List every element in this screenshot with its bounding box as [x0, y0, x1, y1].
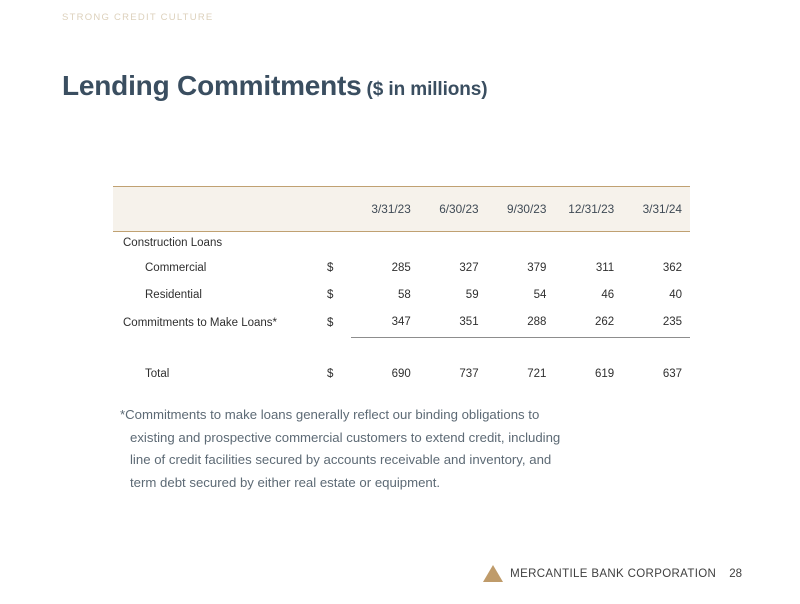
cell-residential-1: 59	[465, 288, 479, 301]
table-head	[113, 187, 690, 232]
section-value-1	[419, 232, 487, 255]
spacer-cell	[419, 338, 487, 347]
cell-total-2: 721	[527, 368, 547, 380]
table-body	[113, 232, 690, 385]
cell-commitments-4: 235	[622, 308, 690, 338]
spacer-cell	[554, 338, 622, 347]
footnote-line-0: *Commitments to make loans generally reflect our binding obligations to	[120, 407, 540, 422]
spacer-cell	[351, 338, 419, 347]
lending-commitments-table	[113, 186, 690, 384]
section-value-0	[351, 232, 419, 255]
row-label-residential: Residential	[145, 288, 202, 301]
spacer-cell	[327, 338, 351, 347]
cell-total-3: 619	[595, 368, 615, 380]
section-value-3	[554, 232, 622, 255]
spacer-cell	[487, 338, 555, 347]
footnote-line-1: existing and prospective commercial customers to extend credit, including	[130, 429, 561, 445]
page-title-units: ($ in millions)	[366, 79, 488, 100]
row-dollar-residential: $	[327, 288, 334, 301]
table-row	[113, 308, 690, 338]
cell-commercial-3: 311	[595, 261, 615, 274]
header-dollar-cell	[327, 187, 351, 232]
row-dollar-commitments: $	[327, 316, 334, 329]
cell-commitments-3: 262	[554, 308, 622, 338]
row-dollar-total: $	[327, 368, 334, 380]
table-row	[113, 254, 690, 281]
cell-commercial-1: 327	[459, 261, 479, 274]
section-dollar	[327, 232, 351, 255]
cell-residential-3: 46	[601, 288, 615, 301]
table-row	[113, 281, 690, 308]
cell-commercial-0: 285	[391, 261, 411, 274]
slide-footer	[483, 565, 742, 582]
column-header-2: 9/30/23	[487, 187, 555, 232]
column-header-4: 3/31/24	[622, 187, 690, 232]
cell-total-0: 690	[391, 368, 411, 380]
column-header-1: 6/30/23	[419, 187, 487, 232]
cell-total-1: 737	[459, 368, 479, 380]
section-label: Construction Loans	[123, 237, 223, 249]
row-label-commercial: Commercial	[145, 261, 207, 274]
column-header-0: 3/31/23	[351, 187, 419, 232]
row-label-total: Total	[145, 368, 170, 380]
footer-company-name: MERCANTILE BANK CORPORATION	[510, 567, 717, 580]
triangle-logo-icon	[483, 565, 503, 582]
footer-page-number: 28	[729, 567, 742, 580]
section-value-4	[622, 232, 690, 255]
slide-eyebrow: STRONG CREDIT CULTURE	[62, 12, 214, 23]
cell-commitments-0: 347	[351, 308, 419, 338]
row-dollar-commercial: $	[327, 261, 334, 274]
footnote-line-2: line of credit facilities secured by accounts receivable and inventory, and	[130, 452, 552, 468]
column-header-3: 12/31/23	[554, 187, 622, 232]
cell-residential-0: 58	[398, 288, 411, 301]
cell-commercial-4: 362	[662, 261, 682, 274]
table-row	[113, 232, 690, 255]
cell-commitments-1: 351	[419, 308, 487, 338]
cell-commercial-2: 379	[527, 261, 547, 274]
cell-total-4: 637	[662, 368, 682, 380]
cell-commitments-2: 288	[487, 308, 555, 338]
spacer-cell	[622, 338, 690, 347]
page-title	[62, 70, 488, 102]
cell-residential-4: 40	[669, 288, 682, 301]
footnote	[120, 404, 710, 495]
lending-commitments-table-block	[113, 186, 690, 384]
footnote-line-3: term debt secured by either real estate or equipment.	[130, 475, 441, 491]
cell-residential-2: 54	[533, 288, 547, 301]
table-header-row	[113, 187, 690, 232]
row-label-commitments: Commitments to Make Loans*	[123, 316, 278, 329]
table-spacer-row	[113, 338, 690, 347]
table-row	[113, 346, 690, 384]
section-value-2	[487, 232, 555, 255]
spacer-cell	[113, 338, 327, 347]
header-corner-cell	[113, 187, 327, 232]
page-title-main: Lending Commitments	[62, 70, 362, 101]
